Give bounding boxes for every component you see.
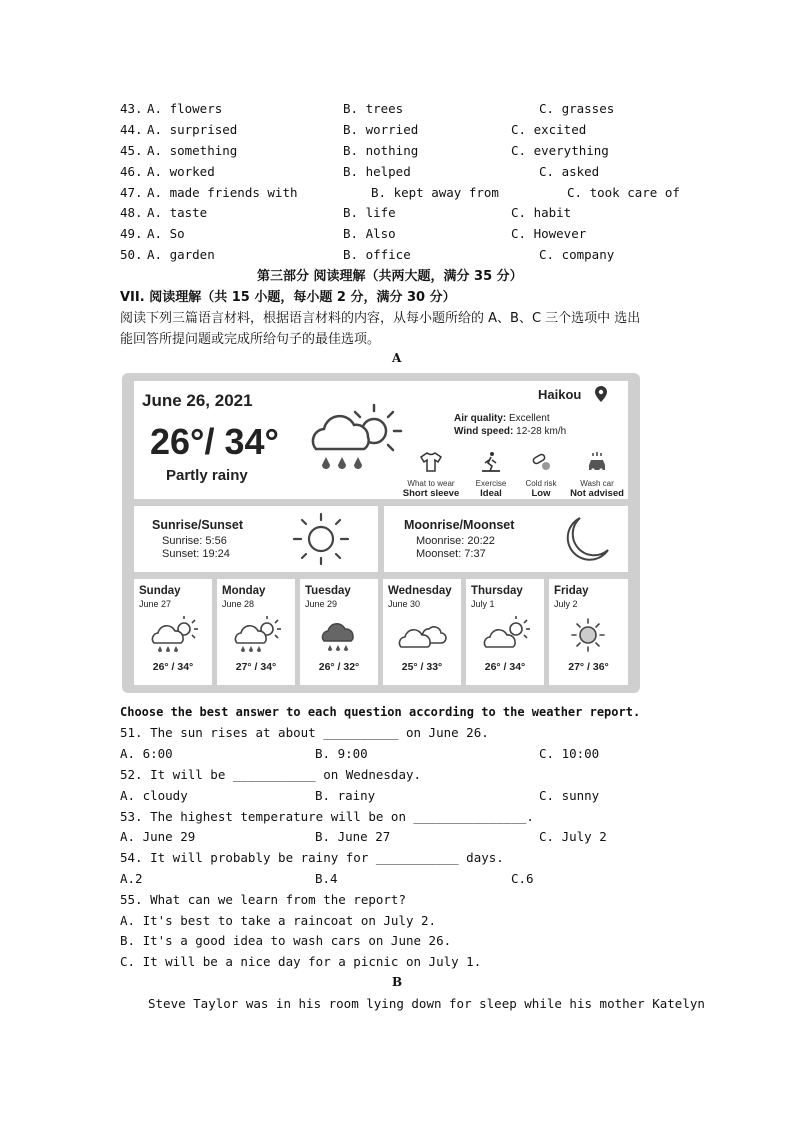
- forecast-card: [217, 579, 295, 685]
- option-a: A. taste: [147, 205, 208, 220]
- option-c: C. sunny: [539, 788, 600, 803]
- forecast-temp: 27° / 36°: [568, 661, 609, 673]
- question-54: 54. It will probably be rainy for ___________ days.: [120, 850, 504, 865]
- option-c: C. habit: [511, 205, 572, 220]
- sun-icon: [290, 510, 352, 568]
- passage-b-label: B: [392, 975, 403, 989]
- option-b: B. helped: [343, 164, 411, 179]
- forecast-day: Friday: [554, 585, 589, 597]
- option-c: C. 10:00: [539, 746, 600, 761]
- moonset-time: Moonset: 7:37: [416, 548, 486, 560]
- tshirt-icon: [419, 451, 443, 473]
- question-number: 50.: [120, 247, 143, 262]
- question-55: 55. What can we learn from the report?: [120, 892, 406, 907]
- option-a: A. So: [147, 226, 185, 241]
- option-b: B. 9:00: [315, 746, 368, 761]
- life-index-value: Short sleeve: [402, 488, 460, 499]
- option-a: A. cloudy: [120, 788, 188, 803]
- forecast-date: June 30: [388, 599, 421, 609]
- option-a: A. flowers: [147, 101, 223, 116]
- option-b: B. kept away from: [371, 185, 499, 200]
- forecast-card: [466, 579, 544, 685]
- option-row-43: [120, 101, 680, 121]
- passage-a-label: A: [392, 351, 402, 365]
- question-55-option-c: C. It will be a nice day for a picnic on July 1.: [120, 954, 482, 969]
- option-c: C. However: [511, 226, 587, 241]
- forecast-temp: 27° / 34°: [235, 661, 277, 673]
- option-c: C. took care of: [567, 185, 680, 200]
- option-b: B. trees: [343, 101, 404, 116]
- question-number: 47.: [120, 185, 143, 200]
- option-a: A. surprised: [147, 122, 238, 137]
- question-52: 52. It will be ___________ on Wednesday.: [120, 767, 422, 782]
- option-b: B. June 27: [315, 829, 391, 844]
- forecast-date: July 1: [471, 599, 495, 609]
- forecast-card: [549, 579, 628, 685]
- question-55-option-b: B. It's a good idea to wash cars on June 26.: [120, 933, 452, 948]
- option-a: A. June 29: [120, 829, 196, 844]
- question-number: 48.: [120, 205, 143, 220]
- option-b: B. nothing: [343, 143, 419, 158]
- partly-rainy-icon: [229, 615, 283, 655]
- option-b: B. Also: [343, 226, 396, 241]
- forecast-date: July 2: [554, 599, 578, 609]
- forecast-day: Wednesday: [388, 585, 452, 597]
- option-c: C. asked: [539, 164, 600, 179]
- forecast-temp: 26° / 34°: [484, 661, 526, 673]
- question-51: 51. The sun rises at about __________ on June 26.: [120, 725, 489, 740]
- today-panel: [134, 381, 628, 499]
- air-quality: [454, 413, 550, 424]
- forecast-card: [134, 579, 212, 685]
- option-c: C. everything: [511, 143, 609, 158]
- option-row-50: [120, 247, 680, 267]
- option-a: A. something: [147, 143, 238, 158]
- option-c: C. excited: [511, 122, 587, 137]
- option-c: C. July 2: [539, 829, 607, 844]
- option-b: B. office: [343, 247, 411, 262]
- question-51-options: [120, 746, 680, 766]
- cloudy-icon: [395, 615, 449, 655]
- question-53-options: [120, 829, 680, 849]
- option-row-47: [120, 185, 680, 205]
- moon-icon: [562, 514, 614, 564]
- life-index-name: Exercise: [475, 479, 507, 488]
- forecast-day: Sunday: [139, 585, 181, 597]
- life-index-name: Cold risk: [525, 479, 557, 488]
- forecast-day: Thursday: [471, 585, 523, 597]
- option-c: C.6: [511, 871, 534, 886]
- option-row-46: [120, 164, 680, 184]
- partly-rainy-icon: [302, 399, 406, 477]
- life-index-wear: [400, 451, 462, 499]
- air-quality-value: Excellent: [509, 413, 550, 424]
- option-c: C. company: [539, 247, 615, 262]
- forecast-temp: 26° / 32°: [318, 661, 360, 673]
- pills-icon: [529, 451, 553, 473]
- life-index-cold: [510, 451, 572, 499]
- part-three-title: 第三部分 阅读理解（共两大题，满分 35 分）: [257, 269, 523, 284]
- life-index-value: Low: [531, 488, 551, 499]
- sunset-time: Sunset: 19:24: [162, 548, 230, 560]
- life-index-wash-car: [566, 451, 628, 499]
- forecast-date: June 28: [222, 599, 255, 609]
- option-row-44: [120, 122, 680, 142]
- question-55-option-a: A. It's best to take a raincoat on July 2.: [120, 913, 437, 928]
- option-row-48: [120, 205, 680, 225]
- city-name: Haikou: [538, 387, 582, 402]
- option-a: A. 6:00: [120, 746, 173, 761]
- option-a: A.2: [120, 871, 143, 886]
- partly-rainy-icon: [146, 615, 200, 655]
- question-54-options: [120, 871, 680, 891]
- option-row-45: [120, 143, 680, 163]
- question-53: 53. The highest temperature will be on _______________.: [120, 809, 534, 824]
- option-b: B. rainy: [315, 788, 376, 803]
- instruction-line-1: 阅读下列三篇语言材料，根据语言材料的内容，从每小题所给的 A、B、C 三个选项中 选出: [120, 311, 641, 326]
- forecast-day: Monday: [222, 585, 266, 597]
- life-index-name: Wash car: [580, 479, 614, 488]
- life-index-name: What to wear: [407, 479, 455, 488]
- option-c: C. grasses: [539, 101, 615, 116]
- wind-speed: [454, 426, 566, 437]
- moonrise-time: Moonrise: 20:22: [416, 535, 495, 547]
- forecast-date: June 27: [139, 599, 172, 609]
- instruction-line-2: 能回答所提问题或完成所给句子的最佳选项。: [120, 332, 381, 347]
- option-a: A. garden: [147, 247, 215, 262]
- treadmill-icon: [479, 451, 503, 473]
- life-index-value: Not advised: [570, 488, 624, 499]
- wind-speed-label: Wind speed:: [454, 426, 514, 437]
- air-quality-label: Air quality:: [454, 413, 507, 424]
- sunrise-sunset-panel: [134, 506, 378, 572]
- today-temperature: 26°/ 34°: [150, 421, 279, 462]
- sunrise-time: Sunrise: 5:56: [162, 535, 227, 547]
- sun-title: Sunrise/Sunset: [152, 518, 243, 532]
- option-a: A. made friends with: [147, 185, 298, 200]
- today-condition: Partly rainy: [166, 467, 248, 484]
- option-a: A. worked: [147, 164, 215, 179]
- option-b: B. worried: [343, 122, 419, 137]
- option-b: B.4: [315, 871, 338, 886]
- option-row-49: [120, 226, 680, 246]
- question-number: 45.: [120, 143, 143, 158]
- forecast-temp: 26° / 34°: [152, 661, 194, 673]
- car-wash-icon: [585, 451, 609, 473]
- forecast-temp: 25° / 33°: [401, 661, 443, 673]
- questions-intro: Choose the best answer to each question according to the weather report.: [120, 705, 641, 719]
- forecast-day: Tuesday: [305, 585, 351, 597]
- wind-speed-value: 12-28 km/h: [516, 426, 567, 437]
- section-seven-title: VII. 阅读理解（共 15 小题，每小题 2 分，满分 30 分）: [120, 290, 456, 305]
- passage-b-text: Steve Taylor was in his room lying down for sleep while his mother Katelyn: [148, 996, 705, 1011]
- forecast-date: June 29: [305, 599, 338, 609]
- moonrise-moonset-panel: [384, 506, 628, 572]
- question-number: 46.: [120, 164, 143, 179]
- question-52-options: [120, 788, 680, 808]
- rain-icon: [312, 615, 366, 655]
- sunny-icon: [561, 615, 615, 655]
- forecast-card: [383, 579, 461, 685]
- question-number: 44.: [120, 122, 143, 137]
- moon-title: Moonrise/Moonset: [404, 518, 515, 532]
- location-pin-icon: [594, 385, 608, 403]
- weather-report: [122, 373, 640, 693]
- question-number: 43.: [120, 101, 143, 116]
- option-b: B. life: [343, 205, 396, 220]
- forecast-card: [300, 579, 378, 685]
- life-index-value: Ideal: [480, 488, 502, 499]
- report-date: June 26, 2021: [142, 391, 253, 410]
- partly-cloudy-icon: [478, 615, 532, 655]
- question-number: 49.: [120, 226, 143, 241]
